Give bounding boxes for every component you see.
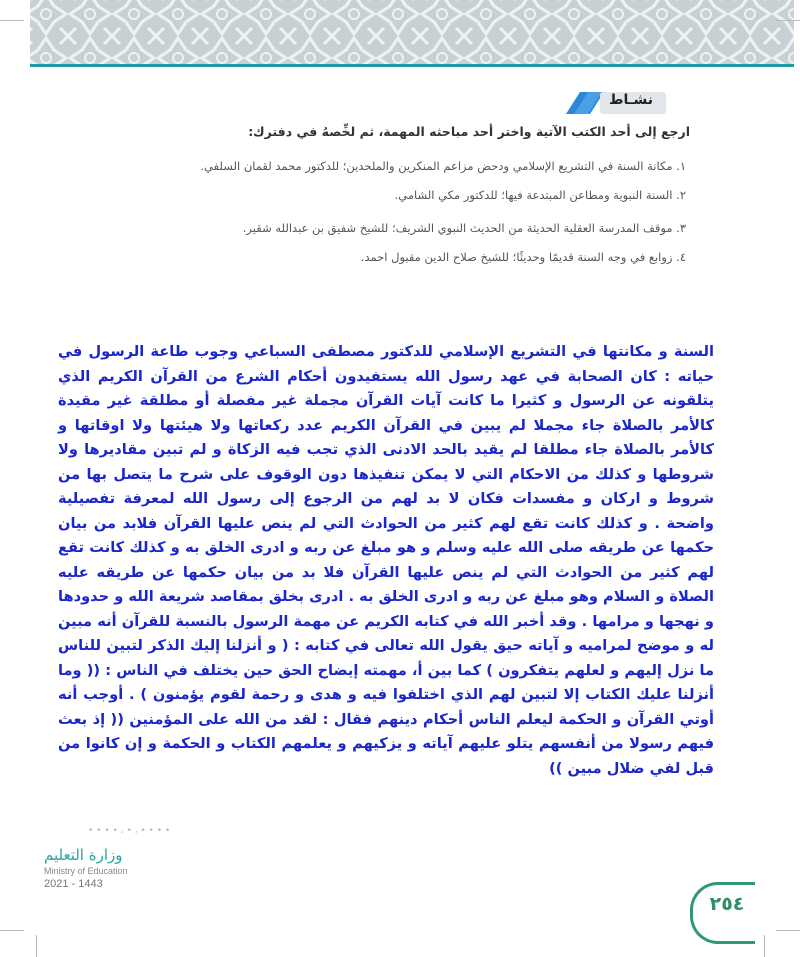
activity-label: نشـاط — [608, 92, 654, 108]
crop-mark — [776, 20, 800, 21]
crop-mark — [36, 935, 37, 957]
decorative-header-banner — [30, 0, 794, 66]
book-list — [126, 156, 686, 268]
page-number: ٢٥٤ — [709, 893, 745, 915]
list-item: ٤. زوابع في وجه السنة قديمًا وحديثًا؛ للشيخ صلاح الدين مقبول احمد. — [360, 250, 686, 264]
ministry-logo — [44, 846, 164, 890]
list-item: ٢. السنة النبوية ومطاعن المبتدعة فيها؛ للدكتور مكي الشامي. — [394, 188, 686, 202]
geometric-pattern — [30, 0, 794, 66]
crop-mark — [0, 930, 24, 931]
header-rule — [30, 64, 794, 67]
handwritten-answer-text: السنة و مكانتها في التشريع الإسلامي للدكتور مصطفى السباعي وجوب طاعة الرسول في حياته : كان الصحابة في عهد رسول الله يستفيدون أحكام الشرع من القرآن الكريم الذي يتلقونه عن الرسول و كثيرا ما كانت آيات القرآن مجملة غير مفصلة أو مطلقة غير مقيدة كالأمر بالصلاة جاء مجملا لم يبين في القرآن الكريم عدد ركعاتها ولا هيئتها ولا اوقاتها و كالأمر بالصلاة جاء مطلقا لم يقيد بالحد الادنى الذي تجب فيه الزكاة و لم تبين مقاديرها ولا شروطها و كذلك من الاحكام التي لا يمكن تنفيذها دون الوقوف على شرح ما يتصل بها من شروط و اركان و مفسدات فكان لا بد لهم من الرجوع إلى رسول الله لمعرفة تفصيلية واضحة . و كذلك كانت تقع لهم كثير من الحوادث التي لم ينص عليها القرآن فلابد من بيان حكمها عن طريقه صلى الله عليه وسلم و هو مبلغ عن ربه و ادرى الخلق به و كذلك كانت تقع لهم كثير من الحوادث التي لم ينص عليها القرآن فلا بد من بيان حكمها عن طريقه عليه الصلاة و السلام وهو مبلغ عن ربه و ادرى الخلق به . ادرى بخلق بمقاصد شريعة الله و حدودها و نهجها و مرامها . وقد أخبر الله في كتابه الكريم عن مهمة الرسول بالنسبة للقرآن أنه مبين له و موضح لمراميه و آياته حيق يقول الله تعالى في كتابه : ( و أنزلنا إليك الذكر لتبين للناس ما نزل إليهم و لعلهم يتفكرون ) كما بين أ، مهمته إيضاح الحق حين يختلف في الناس : (( وما أنزلنا عليك الكتاب إلا لتبين لهم الذي اختلفوا فيه و هدى و رحمة لقوم يؤمنون ) . أوجب أنه أوتي القرآن و الحكمة ليعلم الناس أحكام دينهم فقال : لقد من الله على المؤمنين (( إذ بعث فيهم رسولا من أنفسهم يتلو عليهم آياته و يزكيهم و يعلمهم الكتاب و الحكمة و إن كانوا من قبل لفي ضلال مبين )) — [58, 343, 714, 777]
activity-instruction: ارجع إلى أحد الكتب الآتية واختر أحد مباحثه المهمة، ثم لخِّصهُ في دفترك: — [248, 124, 690, 139]
ministry-name-english: Ministry of Education — [44, 866, 128, 876]
list-item: ٣. موقف المدرسة العقلية الحديثة من الحديث النبوي الشريف؛ للشيخ شفيق بن عبدالله شقير. — [242, 221, 686, 235]
edition-year: 2021 - 1443 — [44, 878, 103, 890]
list-item: ١. مكانة السنة في التشريع الإسلامي ودحض مزاعم المنكرين والملحدين؛ للدكتور محمد لقمان السلفي. — [200, 159, 686, 173]
crop-mark — [0, 20, 24, 21]
decorative-dots: • • • • ، • ، • • • • — [88, 826, 171, 836]
ministry-name-arabic: وزارة التعليم — [44, 846, 123, 864]
crop-mark — [776, 930, 800, 931]
crop-mark — [764, 935, 765, 957]
